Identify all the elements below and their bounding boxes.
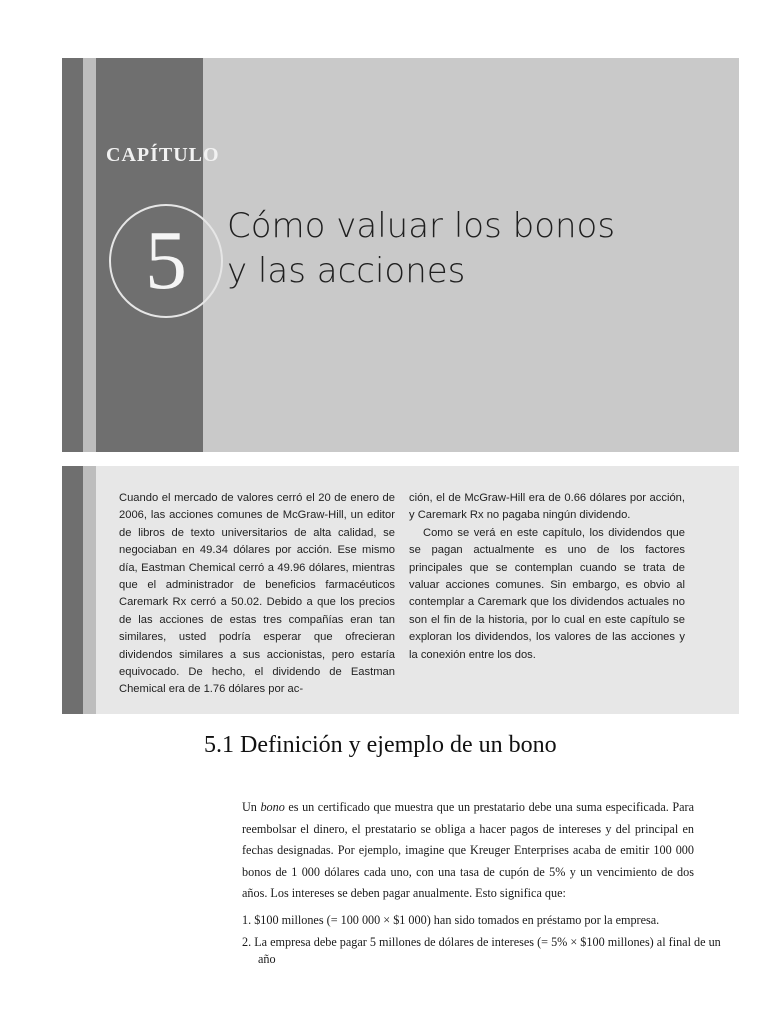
chapter-title-line: Cómo valuar los bonos: [227, 206, 616, 246]
chapter-title-line: y las acciones: [227, 251, 466, 291]
intro-column-left: [119, 490, 395, 699]
chapter-number: 5: [145, 214, 187, 307]
body-text: Un: [242, 800, 261, 814]
intro-column-right: [409, 490, 685, 664]
list-item: 2. La empresa debe pagar 5 millones de dólares de intereses (= 5% × $100 millones) al final de un: [242, 934, 721, 949]
decorative-bar: [83, 58, 96, 452]
chapter-header: [62, 58, 739, 452]
intro-paragraph: Como se verá en este capítulo, los dividendos que se pagan actualmente es uno de los factores principales que se contemplan cuando se trata de valuar acciones comunes. Sin embargo, es obvio al contemplar a Caremark que los dividendos actuales no son el fin de la historia, por lo cual en este capítulo se exploran los dividendos, los valores de las acciones y la conexión entre los dos.: [409, 526, 685, 661]
body-term: bono: [260, 800, 285, 814]
chapter-title: [227, 204, 707, 294]
numbered-list: [242, 910, 721, 953]
body-paragraph: [242, 797, 694, 905]
chapter-intro: [62, 466, 739, 714]
decorative-bar: [83, 466, 96, 714]
cut-off-text: año: [258, 952, 276, 966]
body-text: es un certificado que muestra que un prestatario debe una suma especificada. Para reembolsar el dinero, el prestatario se obliga a hacer pagos de intereses y del principal en fechas designadas. Por ejemplo, imagine que Kreuger Enterprises acaba de emitir 100 000 bonos de 1 000 dólares cada uno, con una tasa de cupón de 5% y un vencimiento de dos años. Los intereses se deben pagar anualmente. Esto significa que:: [242, 800, 694, 901]
intro-paragraph: ción, el de McGraw-Hill era de 0.66 dólares por acción, y Caremark Rx no pagaba ningún dividendo.: [409, 492, 685, 522]
chapter-label: CAPÍTULO: [106, 144, 220, 166]
section-body: [242, 797, 694, 905]
decorative-bar: [62, 58, 83, 452]
decorative-bar: [62, 466, 83, 714]
list-item: 1. $100 millones (= 100 000 × $1 000) han sido tomados en préstamo por la empresa.: [242, 913, 660, 927]
intro-paragraph: Cuando el mercado de valores cerró el 20 de enero de 2006, las acciones comunes de McGraw-Hill, un editor de libros de texto universitarios de alta calidad, se negociaban en 49.34 dólares por acción. Ese mismo día, Eastman Chemical cerró a 49.96 dólares, mientras que el administrador de beneficios farmacéuticos Caremark Rx cerró a 50.02. Debido a que los precios de las acciones de estas tres compañías eran tan similares, usted podría esperar que ofrecieran dividendos similares a sus accionistas, pero estaría equivocado. De hecho, el dividendo de Eastman Chemical era de 1.76 dólares por ac-: [119, 492, 395, 696]
section-title: 5.1 Definición y ejemplo de un bono: [204, 732, 557, 758]
